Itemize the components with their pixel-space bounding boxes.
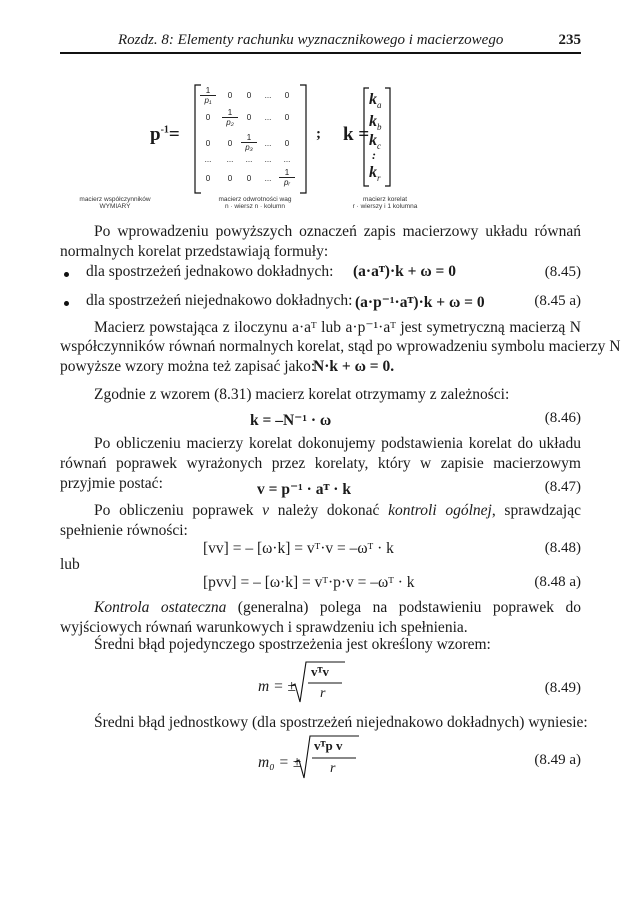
matrix-cell: ...	[264, 174, 272, 183]
paragraph-2-line-1: Macierz powstająca z iloczynu a·aᵀ lub a·p⁻¹·aᵀ jest symetryczną macierzą N	[94, 319, 581, 336]
matrix-cell: 0	[284, 91, 290, 100]
matrix-cell: ...	[264, 155, 272, 164]
paragraph-1: Po wprowadzeniu powyższych oznaczeń zapis macierzowy układu równań normalnych korelat przedstawiają formuły:	[60, 223, 581, 260]
lub-text: lub	[60, 556, 80, 573]
eq-8-46: k = –N⁻¹ · ω	[250, 412, 332, 429]
matrix-cell: ...	[226, 155, 234, 164]
matrix-cell-3-3: $\frac{1}{\text{p₃}}$	[241, 133, 257, 152]
p-inverse-label: $p^{-1}=$	[150, 124, 180, 145]
eq-number-8-47: (8.47)	[544, 479, 581, 495]
eq-8-49a-denominator: r	[330, 761, 336, 776]
bullet-dot	[64, 272, 69, 277]
eq-8-49-lhs: m = ±	[258, 678, 296, 695]
matrix-cell: ...	[264, 91, 272, 100]
matrix-cell-2-2: $\frac{1}{\text{p₂}}$	[222, 108, 238, 127]
eq-number-8-48: (8.48)	[544, 540, 581, 556]
eq-number-8-49: (8.49)	[544, 680, 581, 696]
paragraph-2-formula: N·k + ω = 0.	[313, 358, 395, 375]
paragraph-5: Po obliczeniu poprawek v należy dokonać kontroli ogólnej, sprawdzając spełnienie równości:	[60, 502, 581, 539]
paragraph-2-line-2: współczynników równań normalnych korelat, stąd po wprowadzeniu symbolu macierzy N	[60, 338, 621, 355]
bullet-2-formula: (a·p⁻¹·aᵀ)·k + ω = 0	[355, 294, 485, 311]
chapter-title: Rozdz. 8: Elementy rachunku wyznacznikowego i macierzowego	[118, 32, 504, 48]
matrix-cell: 0	[284, 139, 290, 148]
eq-number-8-48a: (8.48 a)	[534, 574, 581, 590]
separator: ;	[316, 126, 321, 142]
k-entry-b: $k_b$	[369, 113, 382, 133]
k-entry-c: $k_c$	[369, 132, 381, 152]
matrix-cell: 0	[227, 91, 233, 100]
matrix-right-bracket	[298, 84, 308, 194]
caption-right: macierz korelat r · wierszy i 1 kolumna	[352, 196, 418, 210]
matrix-cell: 0	[246, 174, 252, 183]
paragraph-7: Średni błąd pojedynczego spostrzeżenia jest określony wzorem:	[94, 636, 491, 653]
k-entry-r: $k_r$	[369, 164, 381, 184]
paragraph-4: Po obliczeniu macierzy korelat dokonujemy podstawienia korelat do układu równań poprawek wyrażonych przez korelaty, który w zapisie macierzowym przyjmie postać:	[60, 435, 581, 492]
matrix-cell: 0	[227, 139, 233, 148]
page-number: 235	[558, 32, 581, 48]
bullet-2-text: dla spostrzeżeń niejednakowo dokładnych:	[86, 292, 353, 309]
eq-8-48: [vv] = – [ω·k] = vᵀ·v = –ωᵀ · k	[203, 540, 394, 557]
eq-number-8-45a: (8.45 a)	[534, 293, 581, 309]
matrix-cell: 0	[246, 113, 252, 122]
eq-8-49a-lhs: m₀ = ±	[258, 754, 302, 771]
matrix-cell-r-r: $\frac{1}{\text{pᵣ}}$	[279, 168, 295, 187]
paragraph-8: Średni błąd jednostkowy (dla spostrzeżeń niejednakowo dokładnych) wyniesie:	[94, 714, 588, 731]
matrix-cell: ...	[245, 155, 253, 164]
k-entry-dots: :	[372, 148, 376, 162]
matrix-cell: 0	[205, 113, 211, 122]
eq-8-49-numerator: vᵀv	[311, 664, 330, 679]
matrix-cell: ...	[264, 113, 272, 122]
matrix-cell: 0	[205, 174, 211, 183]
paragraph-3: Zgodnie z wzorem (8.31) macierz korelat otrzymamy z zależności:	[94, 386, 510, 403]
caption-left: macierz współczynników WYMIARY	[79, 196, 151, 210]
eq-number-8-45: (8.45)	[544, 264, 581, 280]
matrix-cell: 0	[205, 139, 211, 148]
paragraph-2-line-3: powyższe wzory można też zapisać jako:	[60, 358, 316, 375]
eq-number-8-49a: (8.49 a)	[534, 752, 581, 768]
k-label: k =	[343, 124, 370, 145]
bullet-1-text: dla spostrzeżeń jednakowo dokładnych:	[86, 263, 334, 280]
eq-8-49a-numerator: vᵀp v	[314, 738, 343, 753]
eq-number-8-46: (8.46)	[544, 410, 581, 426]
matrix-block	[0, 0, 621, 220]
matrix-cell: 0	[284, 113, 290, 122]
matrix-cell-1-1: $\frac{1}{\text{p₁}}$	[200, 86, 216, 105]
matrix-cell: ...	[204, 155, 212, 164]
matrix-cell: ...	[283, 155, 291, 164]
k-entry-a: $k_a$	[369, 91, 382, 111]
matrix-cell: 0	[227, 174, 233, 183]
bullet-1-formula: (a·aᵀ)·k + ω = 0	[353, 263, 456, 280]
paragraph-6: Kontrola ostateczna (generalna) polega na podstawieniu poprawek do wyjściowych równań warunkowych i sprawdzeniu ich spełnienia.	[60, 599, 581, 636]
eq-8-47: v = p⁻¹ · aᵀ · k	[257, 481, 351, 498]
eq-8-49-denominator: r	[320, 686, 326, 701]
eq-8-48a: [pvv] = – [ω·k] = vᵀ·p·v = –ωᵀ · k	[203, 574, 415, 591]
matrix-cell: 0	[246, 91, 252, 100]
bullet-dot	[64, 301, 69, 306]
caption-middle: macierz odwrotności wag n · wiersz n · kolumn	[218, 196, 292, 210]
matrix-cell: ...	[264, 139, 272, 148]
